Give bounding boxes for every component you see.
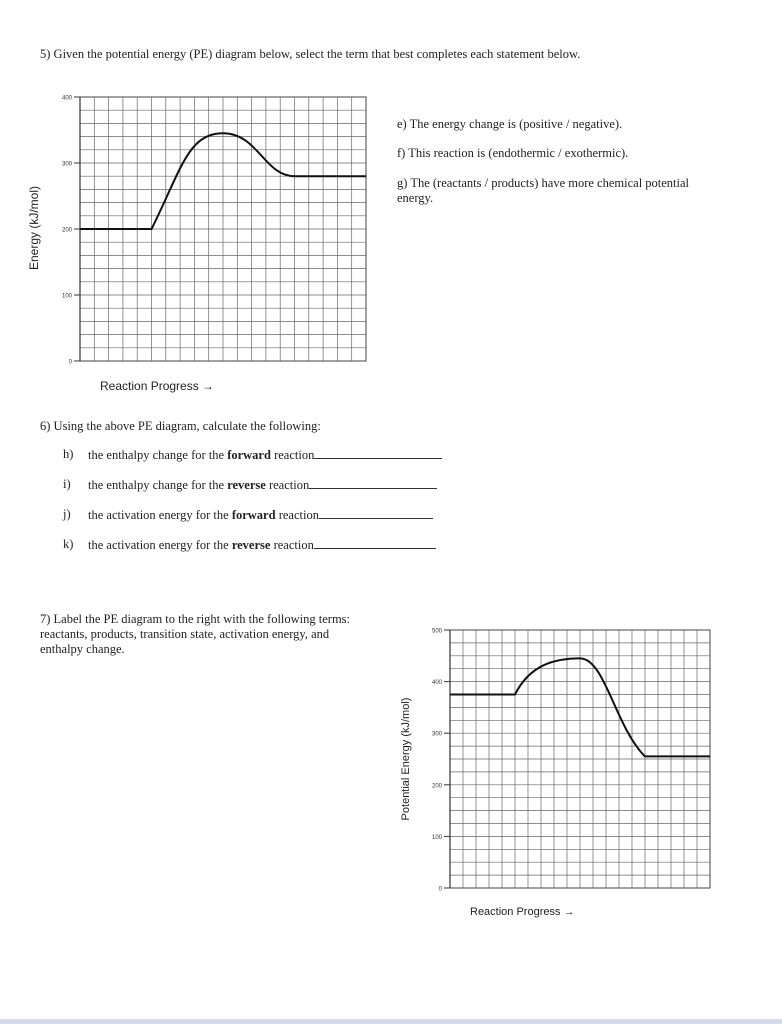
item-label: j) <box>63 507 71 521</box>
item-label: k) <box>63 537 74 551</box>
y-tick-label: 100 <box>431 834 442 841</box>
answer-blank-k[interactable] <box>314 537 436 549</box>
item-label: i) <box>63 477 71 491</box>
item-text-post: reaction <box>265 478 310 492</box>
y-tick-label: 200 <box>431 783 442 790</box>
item-text-pre: the enthalpy change for the <box>88 478 228 492</box>
answer-blank-i[interactable] <box>309 477 437 489</box>
statement-e <box>397 117 727 132</box>
bottom-divider <box>0 1019 782 1024</box>
y-tick-label: 400 <box>431 680 442 687</box>
y-tick-label: 100 <box>61 293 72 300</box>
pe-diagram-1 <box>20 85 380 395</box>
statement-label: f) <box>397 146 406 160</box>
statement-text: The (reactants / products) have more chemical potential energy. <box>397 176 690 205</box>
answer-blank-j[interactable] <box>319 507 433 519</box>
statement-text: This reaction is (endothermic / exothermic). <box>408 146 629 160</box>
y-tick-label: 0 <box>68 359 72 366</box>
y-tick-label: 0 <box>438 886 442 893</box>
item-label: h) <box>63 447 74 461</box>
answer-blank-h[interactable] <box>314 447 442 459</box>
y-tick-label: 500 <box>431 628 442 635</box>
x-axis-label: Reaction Progress → <box>470 906 575 918</box>
y-tick-label: 200 <box>61 227 72 234</box>
item-text-pre: the activation energy for the <box>88 538 232 552</box>
question-5-prompt: 5) Given the potential energy (PE) diagram below, select the term that best completes each statement below. <box>40 47 581 61</box>
y-tick-label: 400 <box>61 95 72 102</box>
pe-diagram-2 <box>395 622 725 927</box>
y-tick-label: 300 <box>431 731 442 738</box>
item-text-bold: reverse <box>227 478 266 492</box>
statement-text: The energy change is (positive / negative). <box>409 117 623 131</box>
item-text-bold: forward <box>227 448 271 462</box>
statement-label: g) <box>397 176 408 190</box>
item-text-post: reaction <box>270 448 315 462</box>
item-text-post: reaction <box>270 538 314 552</box>
statement-g <box>397 176 717 206</box>
y-tick-label: 300 <box>61 161 72 168</box>
item-text-post: reaction <box>275 508 319 522</box>
y-axis-label: Potential Energy (kJ/mol) <box>400 697 412 821</box>
item-text-bold: forward <box>231 508 276 522</box>
item-text-pre: the enthalpy change for the <box>88 448 228 462</box>
statement-f <box>397 146 727 161</box>
x-axis-label: Reaction Progress → <box>100 379 215 393</box>
statement-label: e) <box>397 117 407 131</box>
question-7-prompt: 7) Label the PE diagram to the right with the following terms: reactants, products, transition state, activation energy, and enthalpy change. <box>40 612 351 656</box>
question-6-prompt: 6) Using the above PE diagram, calculate the following: <box>40 419 321 433</box>
item-text-pre: the activation energy for the <box>88 508 232 522</box>
y-axis-label: Energy (kJ/mol) <box>27 185 41 271</box>
item-text-bold: reverse <box>231 538 271 552</box>
